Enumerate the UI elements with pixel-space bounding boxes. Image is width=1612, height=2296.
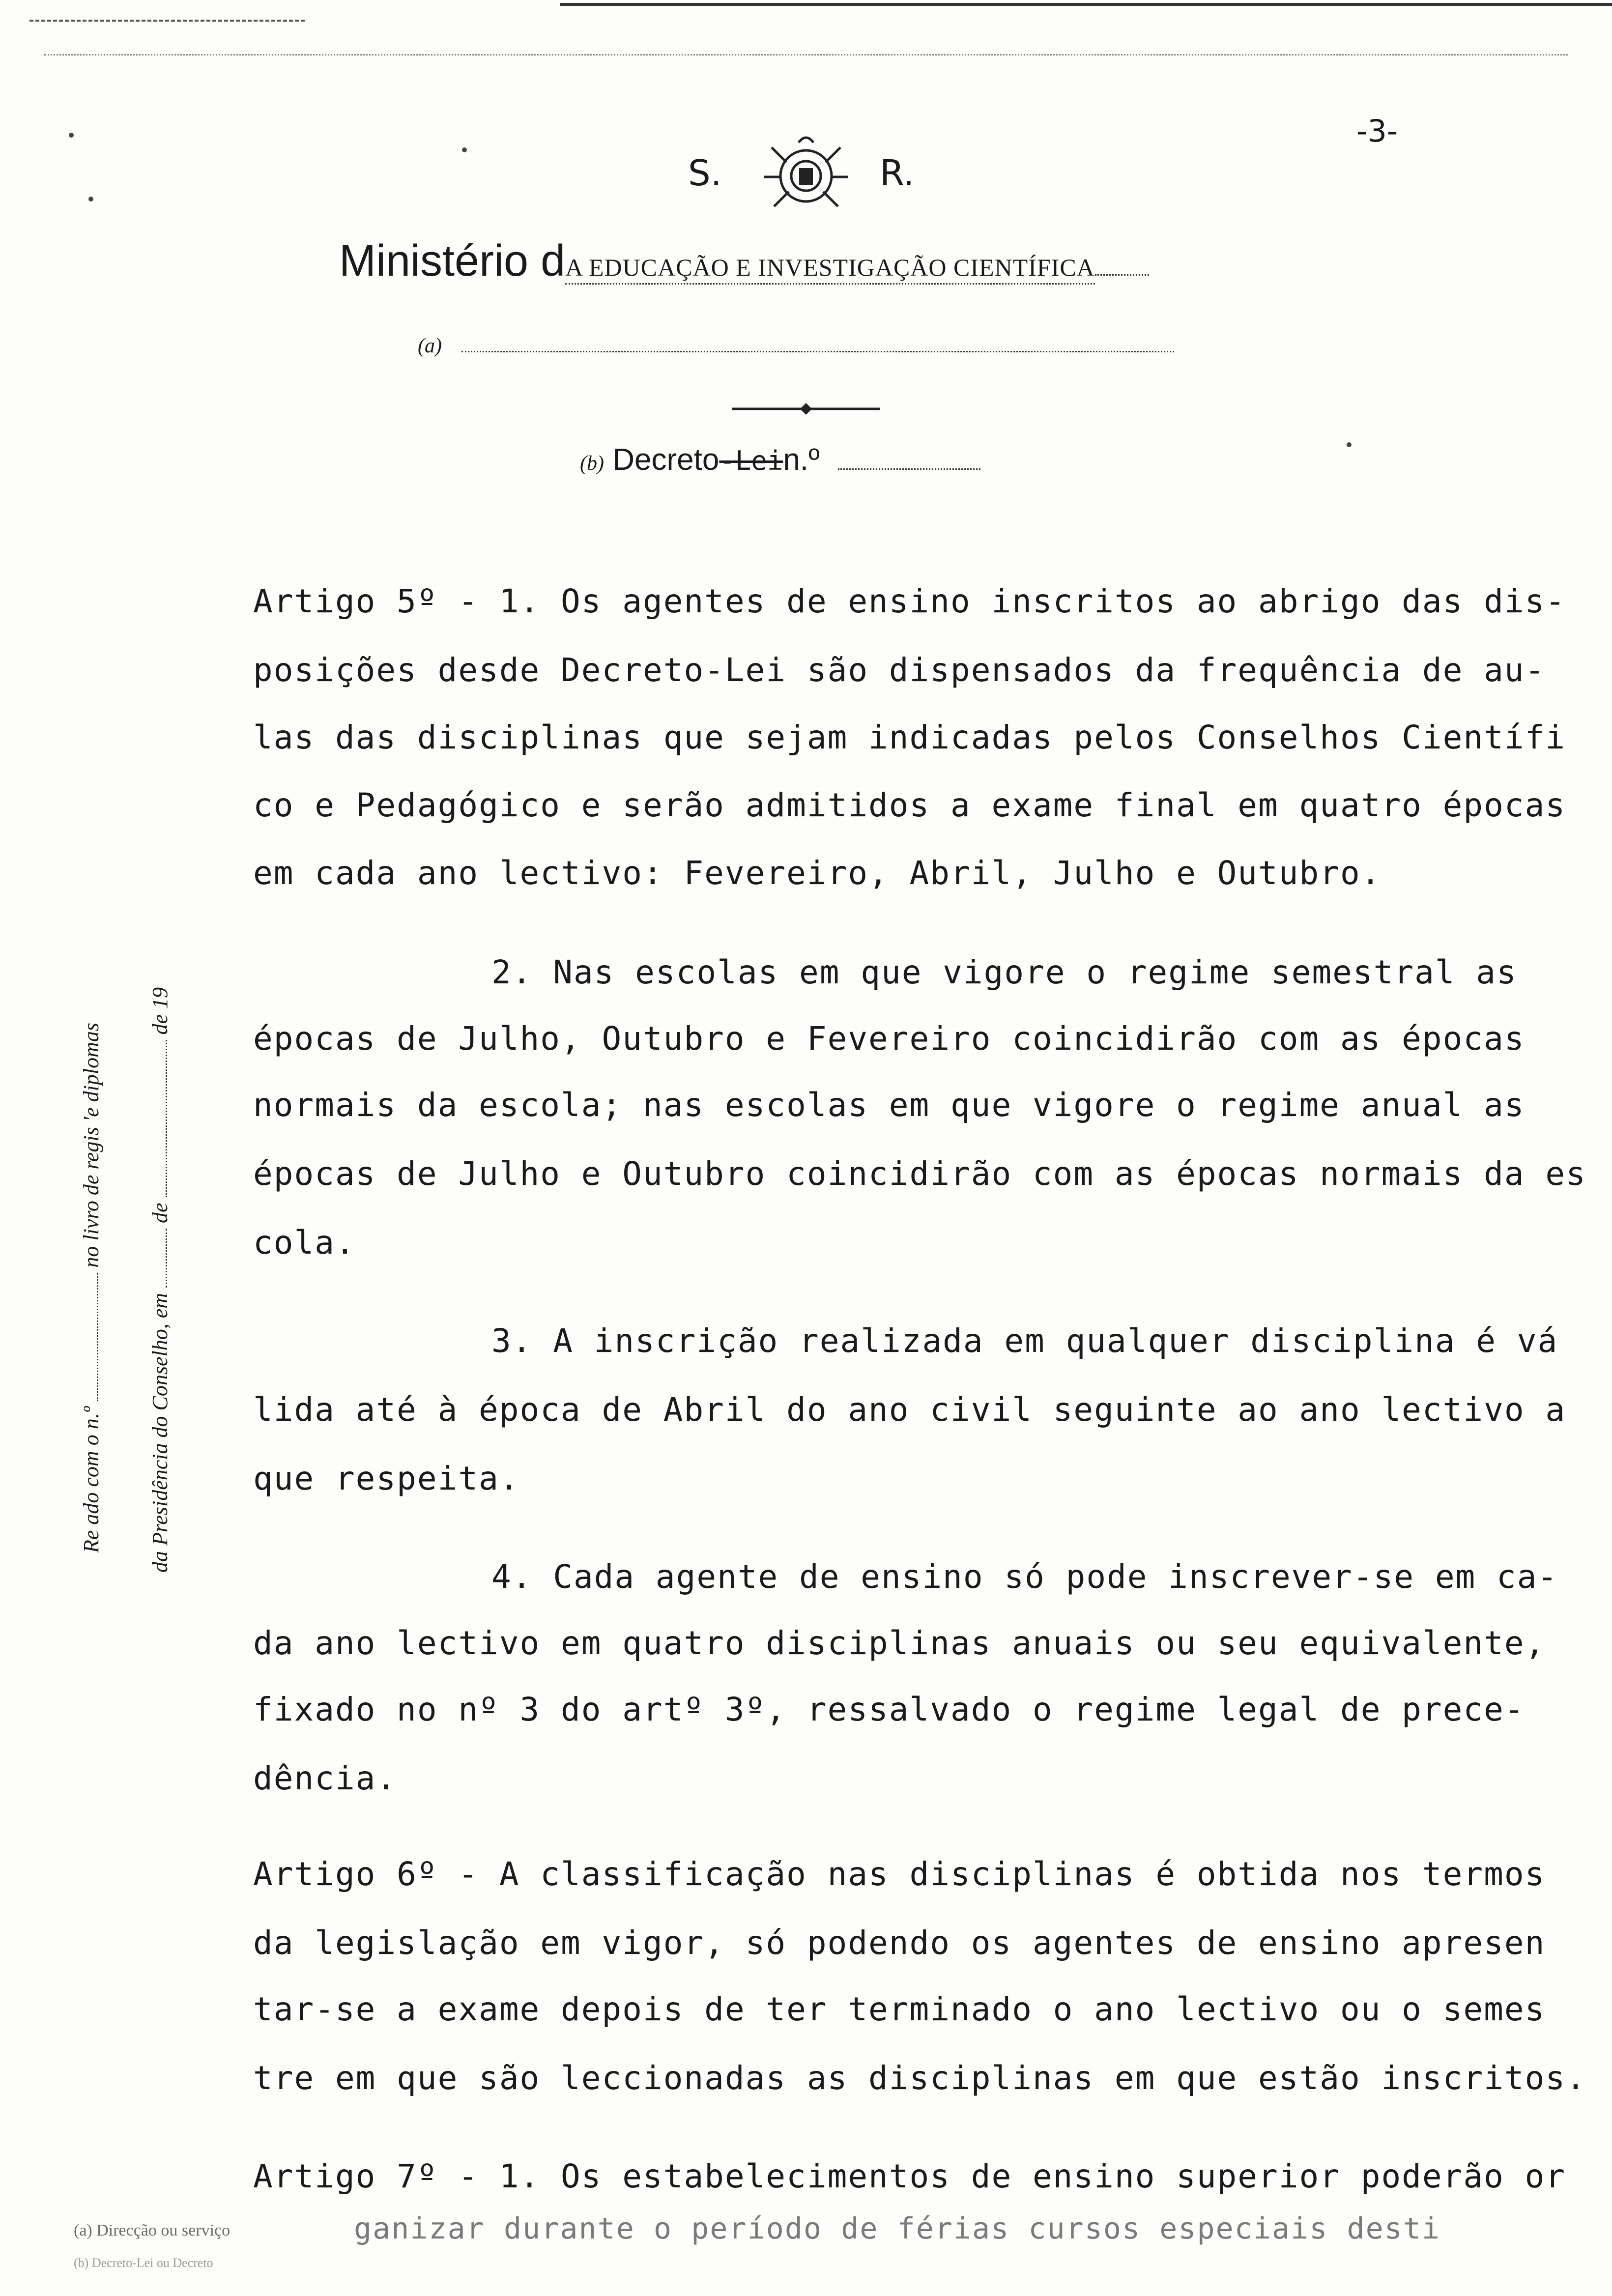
scan-speck bbox=[69, 133, 74, 138]
text-line: Artigo 5º - 1. Os agentes de ensino inscritos ao abrigo das dis- bbox=[253, 582, 1566, 620]
footnote-a: (a) Direcção ou serviço bbox=[74, 2221, 230, 2239]
scan-speck bbox=[1347, 442, 1352, 447]
ornament-divider bbox=[732, 403, 880, 415]
ministry-name: A EDUCAÇÃO E INVESTIGAÇÃO CIENTÍFICA bbox=[565, 254, 1095, 285]
text-line: 4. Cada agente de ensino só pode inscrever-se em ca- bbox=[491, 1558, 1558, 1596]
margin-council-part1: da Presidência do Conselho, em bbox=[148, 1292, 172, 1573]
text-line: lida até à época de Abril do ano civil seguinte ao ano lectivo a bbox=[253, 1391, 1566, 1429]
margin-registration-part3: no livro de regis bbox=[79, 1127, 103, 1268]
scan-speck bbox=[462, 147, 467, 152]
text-line: épocas de Julho e Outubro coincidirão com as épocas normais da es bbox=[253, 1155, 1586, 1193]
text-line: normais da escola; nas escolas em que vigore o regime anual as bbox=[253, 1086, 1525, 1124]
decree-lei-struck: -Lei bbox=[719, 445, 783, 476]
margin-registration-part1: Re bbox=[79, 1530, 103, 1553]
text-line: co e Pedagógico e serão admitidos a exame final em quatro épocas bbox=[253, 786, 1566, 824]
service-fill-line bbox=[461, 351, 1174, 352]
margin-registration-part4: 'e diplomas bbox=[79, 1022, 103, 1122]
text-line: Artigo 7º - 1. Os estabelecimentos de ensino superior poderão or bbox=[253, 2157, 1566, 2195]
service-line-label: (a) bbox=[418, 335, 442, 357]
crest-left-letter: S. bbox=[688, 152, 722, 194]
text-line: posições desde Decreto-Lei são dispensados da frequência de au- bbox=[253, 651, 1546, 689]
scan-line-top bbox=[29, 20, 305, 22]
footnote-b: (b) Decreto-Lei ou Decreto bbox=[74, 2256, 213, 2270]
text-line: tre em que são leccionadas as disciplinas em que estão inscritos. bbox=[253, 2059, 1586, 2097]
decree-number-fill bbox=[838, 468, 980, 470]
margin-council-line bbox=[147, 987, 173, 1573]
text-line: tar-se a exame depois de ter terminado o ano lectivo ou o semes bbox=[253, 1990, 1546, 2028]
text-line: las das disciplinas que sejam indicadas pelos Conselhos Científi bbox=[253, 718, 1566, 756]
service-line bbox=[418, 334, 1174, 358]
margin-registration-line bbox=[79, 1023, 104, 1553]
margin-fill bbox=[97, 1273, 98, 1401]
page-edge-line bbox=[560, 3, 1612, 6]
margin-council-part3: de 19 bbox=[148, 987, 172, 1035]
margin-registration-part2: ado com o n.º bbox=[79, 1406, 103, 1525]
text-line: que respeita. bbox=[253, 1460, 520, 1497]
margin-fill bbox=[166, 1229, 167, 1288]
text-line-faded: ganizar durante o período de férias cursos especiais desti bbox=[354, 2211, 1441, 2246]
margin-council-part2: de bbox=[148, 1203, 172, 1223]
page-number: -3- bbox=[1356, 113, 1398, 149]
crest-right-letter: R. bbox=[880, 152, 915, 194]
text-line: fixado no nº 3 do artº 3º, ressalvado o regime legal de prece- bbox=[253, 1691, 1525, 1728]
scan-noise-line bbox=[44, 54, 1568, 56]
scan-speck bbox=[88, 197, 93, 201]
ministry-prefix: Ministério d bbox=[339, 236, 566, 286]
text-line: épocas de Julho, Outubro e Fevereiro coincidirão com as épocas bbox=[253, 1020, 1525, 1058]
text-line: em cada ano lectivo: Fevereiro, Abril, Julho e Outubro. bbox=[253, 854, 1382, 892]
ministry-fill-line bbox=[1095, 274, 1149, 276]
text-line: da ano lectivo em quatro disciplinas anuais ou seu equivalente, bbox=[253, 1624, 1546, 1662]
margin-fill bbox=[166, 1040, 167, 1197]
text-line: 2. Nas escolas em que vigore o regime semestral as bbox=[491, 953, 1517, 991]
decree-word: Decreto bbox=[612, 443, 720, 477]
coat-of-arms-icon bbox=[752, 133, 860, 216]
decree-number-label: n.º bbox=[783, 443, 820, 477]
decree-marker: (b) bbox=[580, 452, 604, 475]
text-line: 3. A inscrição realizada em qualquer disciplina é vá bbox=[491, 1322, 1558, 1360]
text-line: Artigo 6º - A classificação nas disciplinas é obtida nos termos bbox=[253, 1855, 1546, 1893]
state-crest bbox=[688, 133, 944, 216]
ministry-heading bbox=[339, 236, 1149, 287]
text-line: cola. bbox=[253, 1224, 356, 1262]
decree-line bbox=[580, 442, 980, 477]
text-line: dência. bbox=[253, 1759, 397, 1797]
text-line: da legislação em vigor, só podendo os agentes de ensino apresen bbox=[253, 1924, 1546, 1962]
